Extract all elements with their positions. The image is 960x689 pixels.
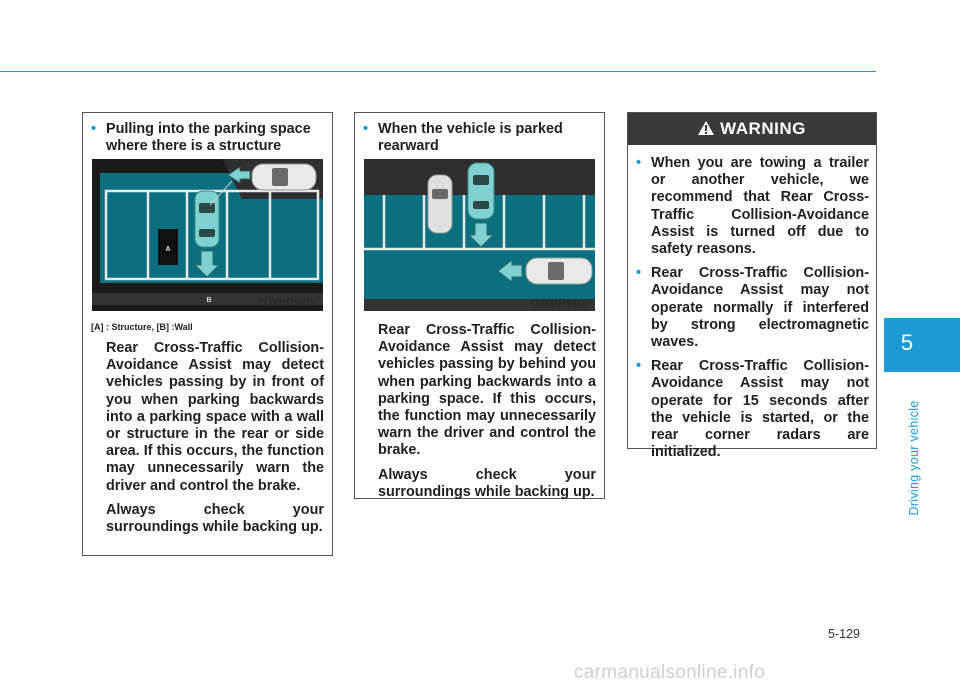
warning-triangle-icon <box>698 121 714 135</box>
bullet-dot-icon: • <box>636 265 642 282</box>
warning-item-text: When you are towing a trailer or another vehicle, we recommend that Rear Cross-Traffic Collision-Avoidance Assist is turned off due to safety reasons. <box>651 155 869 258</box>
column-rearward <box>354 112 605 499</box>
bullet-dot-icon: • <box>363 121 369 137</box>
chapter-tab <box>884 318 960 372</box>
paragraph-structure-2: Always check your surroundings while backing up. <box>106 501 324 536</box>
warning-item <box>636 265 869 351</box>
warning-item-text: Rear Cross-Traffic Collision-Avoidance Assist may not operate for 15 seconds after the vehicle is started, or the rear corner radars are initialized. <box>651 358 869 461</box>
warning-header <box>628 113 876 145</box>
column-structure <box>82 112 333 556</box>
figure-rearward <box>364 159 595 311</box>
parking-rearward-illustration <box>364 159 595 311</box>
chapter-label <box>906 388 922 528</box>
label-b: B <box>206 297 212 304</box>
chapter-label-text: Driving your vehicle <box>907 400 921 516</box>
warning-item-text: Rear Cross-Traffic Collision-Avoidance Assist may not operate normally if interfered by strong electromagnetic waves. <box>651 265 869 351</box>
paragraph-rearward-1: Rear Cross-Traffic Collision-Avoidance Assist may detect vehicles passing by behind you when parking backwards into a parking space. If this occurs, the function may unnecessarily warn the driver and control the brake. <box>378 322 596 459</box>
bullet-structure-text: Pulling into the parking space where there is a structure <box>106 121 311 154</box>
page-number: 5-129 <box>828 627 860 641</box>
label-a: A <box>165 246 171 253</box>
figure-caption: [A] : Structure, [B] :Wall <box>91 322 193 332</box>
bullet-dot-icon: • <box>91 121 97 137</box>
paragraph-rearward-2: Always check your surroundings while backing up. <box>378 466 596 500</box>
figure-code: OJX1079115 <box>259 298 316 309</box>
header-rule <box>0 71 876 72</box>
warning-box <box>627 112 877 461</box>
parking-structure-illustration <box>92 159 323 311</box>
chapter-number: 5 <box>900 330 914 355</box>
warning-title: WARNING <box>720 119 806 138</box>
figure-structure <box>92 159 323 311</box>
watermark: carmanualsonline.info <box>574 662 766 683</box>
bullet-structure <box>91 121 331 155</box>
warning-item <box>636 358 869 461</box>
bullet-dot-icon: • <box>636 155 642 171</box>
figure-code: OJX1079116 <box>531 298 588 309</box>
warning-item <box>636 155 869 258</box>
bullet-dot-icon: • <box>636 358 642 375</box>
bullet-rearward <box>363 121 603 155</box>
bullet-rearward-text: When the vehicle is parked rearward <box>378 121 563 154</box>
paragraph-structure-1: Rear Cross-Traffic Collision-Avoidance Assist may detect vehicles passing by in front of you when parking backwards into a parking space with a wall or structure in the rear or side area. If this occurs, the function may unnecessarily warn the driver and control the brake. <box>106 340 324 494</box>
